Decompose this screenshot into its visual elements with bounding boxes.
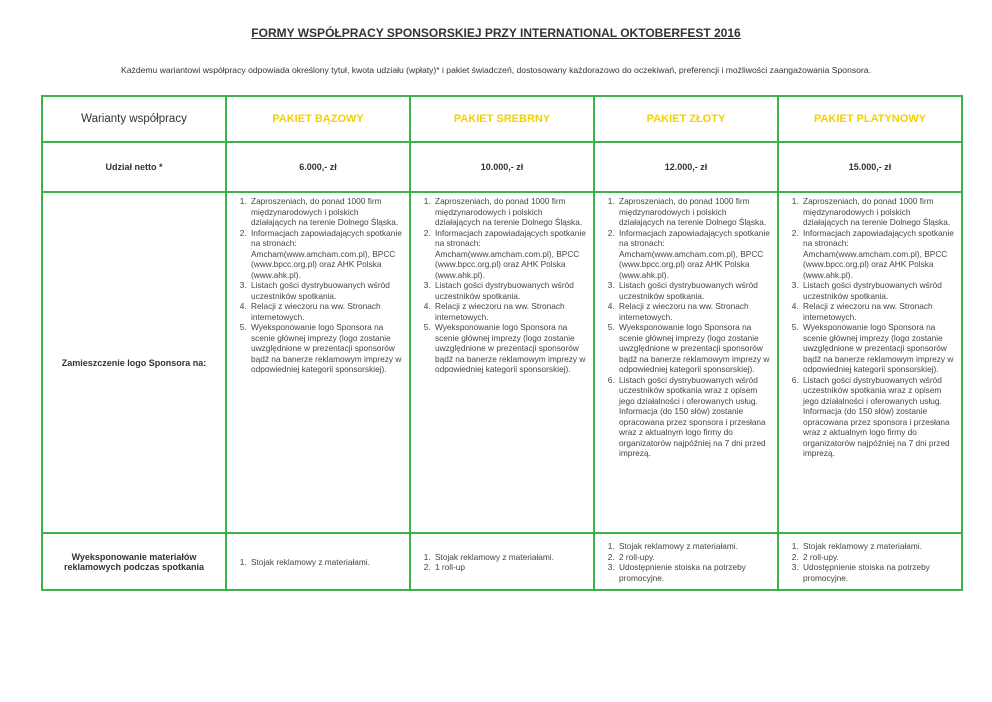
row-label-net: Udział netto * bbox=[42, 142, 226, 192]
logo-benefits-basic bbox=[226, 192, 410, 533]
list-item: 3. Listach gości dystrybuowanych wśród uczestników spotkania. bbox=[433, 280, 587, 301]
list-item: 1. Stojak reklamowy z materiałami. bbox=[801, 541, 955, 552]
list-item: 4. Relacji z wieczoru na ww. Stronach internetowych. bbox=[617, 301, 771, 322]
table-row-logo bbox=[42, 192, 962, 533]
list-item: 6. Listach gości dystrybuowanych wśród uczestników spotkania wraz z opisem jego działalności i oferowanych usług. Informacja (do 150 słów) zostanie opracowana przez sponsora i przesłana wraz z aktualnym logo firmy do organizatorów najpóźniej na 7 dni przed imprezą. bbox=[801, 375, 955, 459]
benefit-list bbox=[411, 549, 593, 575]
package-name-basic: PAKIET BĄZOWY bbox=[226, 96, 410, 142]
table-row-materials bbox=[42, 533, 962, 590]
list-item: 1. Zaproszeniach, do ponad 1000 firm międzynarodowych i polskich działających na terenie Dolnego Śląska. bbox=[433, 196, 587, 228]
material-benefits-platinum bbox=[778, 533, 962, 590]
list-item: 2. Informacjach zapowiadających spotkanie na stronach: Amcham(www.amcham.com.pl), BPCC (www.bpcc.org.pl) oraz AHK Polska (www.ahk.pl). bbox=[801, 228, 955, 281]
list-item: 1. Zaproszeniach, do ponad 1000 firm międzynarodowych i polskich działających na terenie Dolnego Śląska. bbox=[801, 196, 955, 228]
logo-benefits-gold bbox=[594, 192, 778, 533]
list-item: 1. Stojak reklamowy z materiałami. bbox=[433, 552, 587, 563]
list-item: 5. Wyeksponowanie logo Sponsora na scenie głównej imprezy (logo zostanie uwzględnione w prezentacji sponsorów bądź na banerze reklamowym imprezy w odpowiedniej kategorii sponsorskiej). bbox=[617, 322, 771, 375]
list-item: 6. Listach gości dystrybuowanych wśród uczestników spotkania wraz z opisem jego działalności i oferowanych usług. Informacja (do 150 słów) zostanie opracowana przez sponsora i przesłana wraz z aktualnym logo firmy do organizatorów najpóźniej na 7 dni przed imprezą. bbox=[617, 375, 771, 459]
list-item: 5. Wyeksponowanie logo Sponsora na scenie głównej imprezy (logo zostanie uwzględnione w prezentacji sponsorów bądź na banerze reklamowym imprezy w odpowiedniej kategorii sponsorskiej). bbox=[433, 322, 587, 375]
logo-benefits-platinum bbox=[778, 192, 962, 533]
list-item: 2. Informacjach zapowiadających spotkanie na stronach: Amcham(www.amcham.com.pl), BPCC (www.bpcc.org.pl) oraz AHK Polska (www.ahk.pl). bbox=[433, 228, 587, 281]
sponsorship-table bbox=[41, 95, 963, 591]
table-header-row bbox=[42, 96, 962, 142]
list-item: 5. Wyeksponowanie logo Sponsora na scenie głównej imprezy (logo zostanie uwzględnione w prezentacji sponsorów bądź na banerze reklamowym imprezy w odpowiedniej kategorii sponsorskiej). bbox=[801, 322, 955, 375]
list-item: 1. Stojak reklamowy z materiałami. bbox=[249, 557, 403, 568]
list-item: 3. Udostępnienie stoiska na potrzeby promocyjne. bbox=[617, 562, 771, 583]
document-title: FORMY WSPÓŁPRACY SPONSORSKIEJ PRZY INTERNATIONAL OKTOBERFEST 2016 bbox=[251, 26, 741, 40]
list-item: 3. Udostępnienie stoiska na potrzeby promocyjne. bbox=[801, 562, 955, 583]
document-subtitle: Każdemu wariantowi współpracy odpowiada określony tytuł, kwota udziału (wpłaty)* i pakiet świadczeń, dostosowany każdorazowo do oczekiwań, preferencji i możliwości zaangażowania Sponsora. bbox=[121, 65, 871, 75]
table-row-net bbox=[42, 142, 962, 192]
benefit-list bbox=[779, 538, 961, 585]
amount-platinum: 15.000,- zł bbox=[778, 142, 962, 192]
list-item: 2. 1 roll-up bbox=[433, 562, 587, 573]
list-item: 3. Listach gości dystrybuowanych wśród uczestników spotkania. bbox=[801, 280, 955, 301]
amount-silver: 10.000,- zł bbox=[410, 142, 594, 192]
package-name-platinum: PAKIET PLATYNOWY bbox=[778, 96, 962, 142]
list-item: 2. Informacjach zapowiadających spotkanie na stronach: Amcham(www.amcham.com.pl), BPCC (www.bpcc.org.pl) oraz AHK Polska (www.ahk.pl). bbox=[617, 228, 771, 281]
package-name-silver: PAKIET SREBRNY bbox=[410, 96, 594, 142]
row-label-materials: Wyeksponowanie materiałów reklamowych podczas spotkania bbox=[42, 533, 226, 590]
material-benefits-basic bbox=[226, 533, 410, 590]
benefit-list bbox=[411, 193, 593, 377]
list-item: 2. Informacjach zapowiadających spotkanie na stronach: Amcham(www.amcham.com.pl), BPCC (www.bpcc.org.pl) oraz AHK Polska (www.ahk.pl). bbox=[249, 228, 403, 281]
material-benefits-gold bbox=[594, 533, 778, 590]
package-name-gold: PAKIET ZŁOTY bbox=[594, 96, 778, 142]
benefit-list bbox=[227, 554, 409, 570]
benefit-list bbox=[595, 193, 777, 461]
list-item: 3. Listach gości dystrybuowanych wśród uczestników spotkania. bbox=[617, 280, 771, 301]
material-benefits-silver bbox=[410, 533, 594, 590]
list-item: 2. 2 roll-upy. bbox=[617, 552, 771, 563]
benefit-list bbox=[227, 193, 409, 377]
amount-gold: 12.000,- zł bbox=[594, 142, 778, 192]
list-item: 5. Wyeksponowanie logo Sponsora na scenie głównej imprezy (logo zostanie uwzględnione w prezentacji sponsorów bądź na banerze reklamowym imprezy w odpowiedniej kategorii sponsorskiej). bbox=[249, 322, 403, 375]
list-item: 1. Stojak reklamowy z materiałami. bbox=[617, 541, 771, 552]
logo-benefits-silver bbox=[410, 192, 594, 533]
amount-basic: 6.000,- zł bbox=[226, 142, 410, 192]
list-item: 4. Relacji z wieczoru na ww. Stronach internetowych. bbox=[249, 301, 403, 322]
list-item: 2. 2 roll-upy. bbox=[801, 552, 955, 563]
list-item: 1. Zaproszeniach, do ponad 1000 firm międzynarodowych i polskich działających na terenie Dolnego Śląska. bbox=[617, 196, 771, 228]
row-label-logo: Zamieszczenie logo Sponsora na: bbox=[42, 192, 226, 533]
list-item: 4. Relacji z wieczoru na ww. Stronach internetowych. bbox=[433, 301, 587, 322]
benefit-list bbox=[779, 193, 961, 461]
list-item: 4. Relacji z wieczoru na ww. Stronach internetowych. bbox=[801, 301, 955, 322]
row-label-variants: Warianty współpracy bbox=[42, 96, 226, 142]
benefit-list bbox=[595, 538, 777, 585]
list-item: 1. Zaproszeniach, do ponad 1000 firm międzynarodowych i polskich działających na terenie Dolnego Śląska. bbox=[249, 196, 403, 228]
list-item: 3. Listach gości dystrybuowanych wśród uczestników spotkania. bbox=[249, 280, 403, 301]
